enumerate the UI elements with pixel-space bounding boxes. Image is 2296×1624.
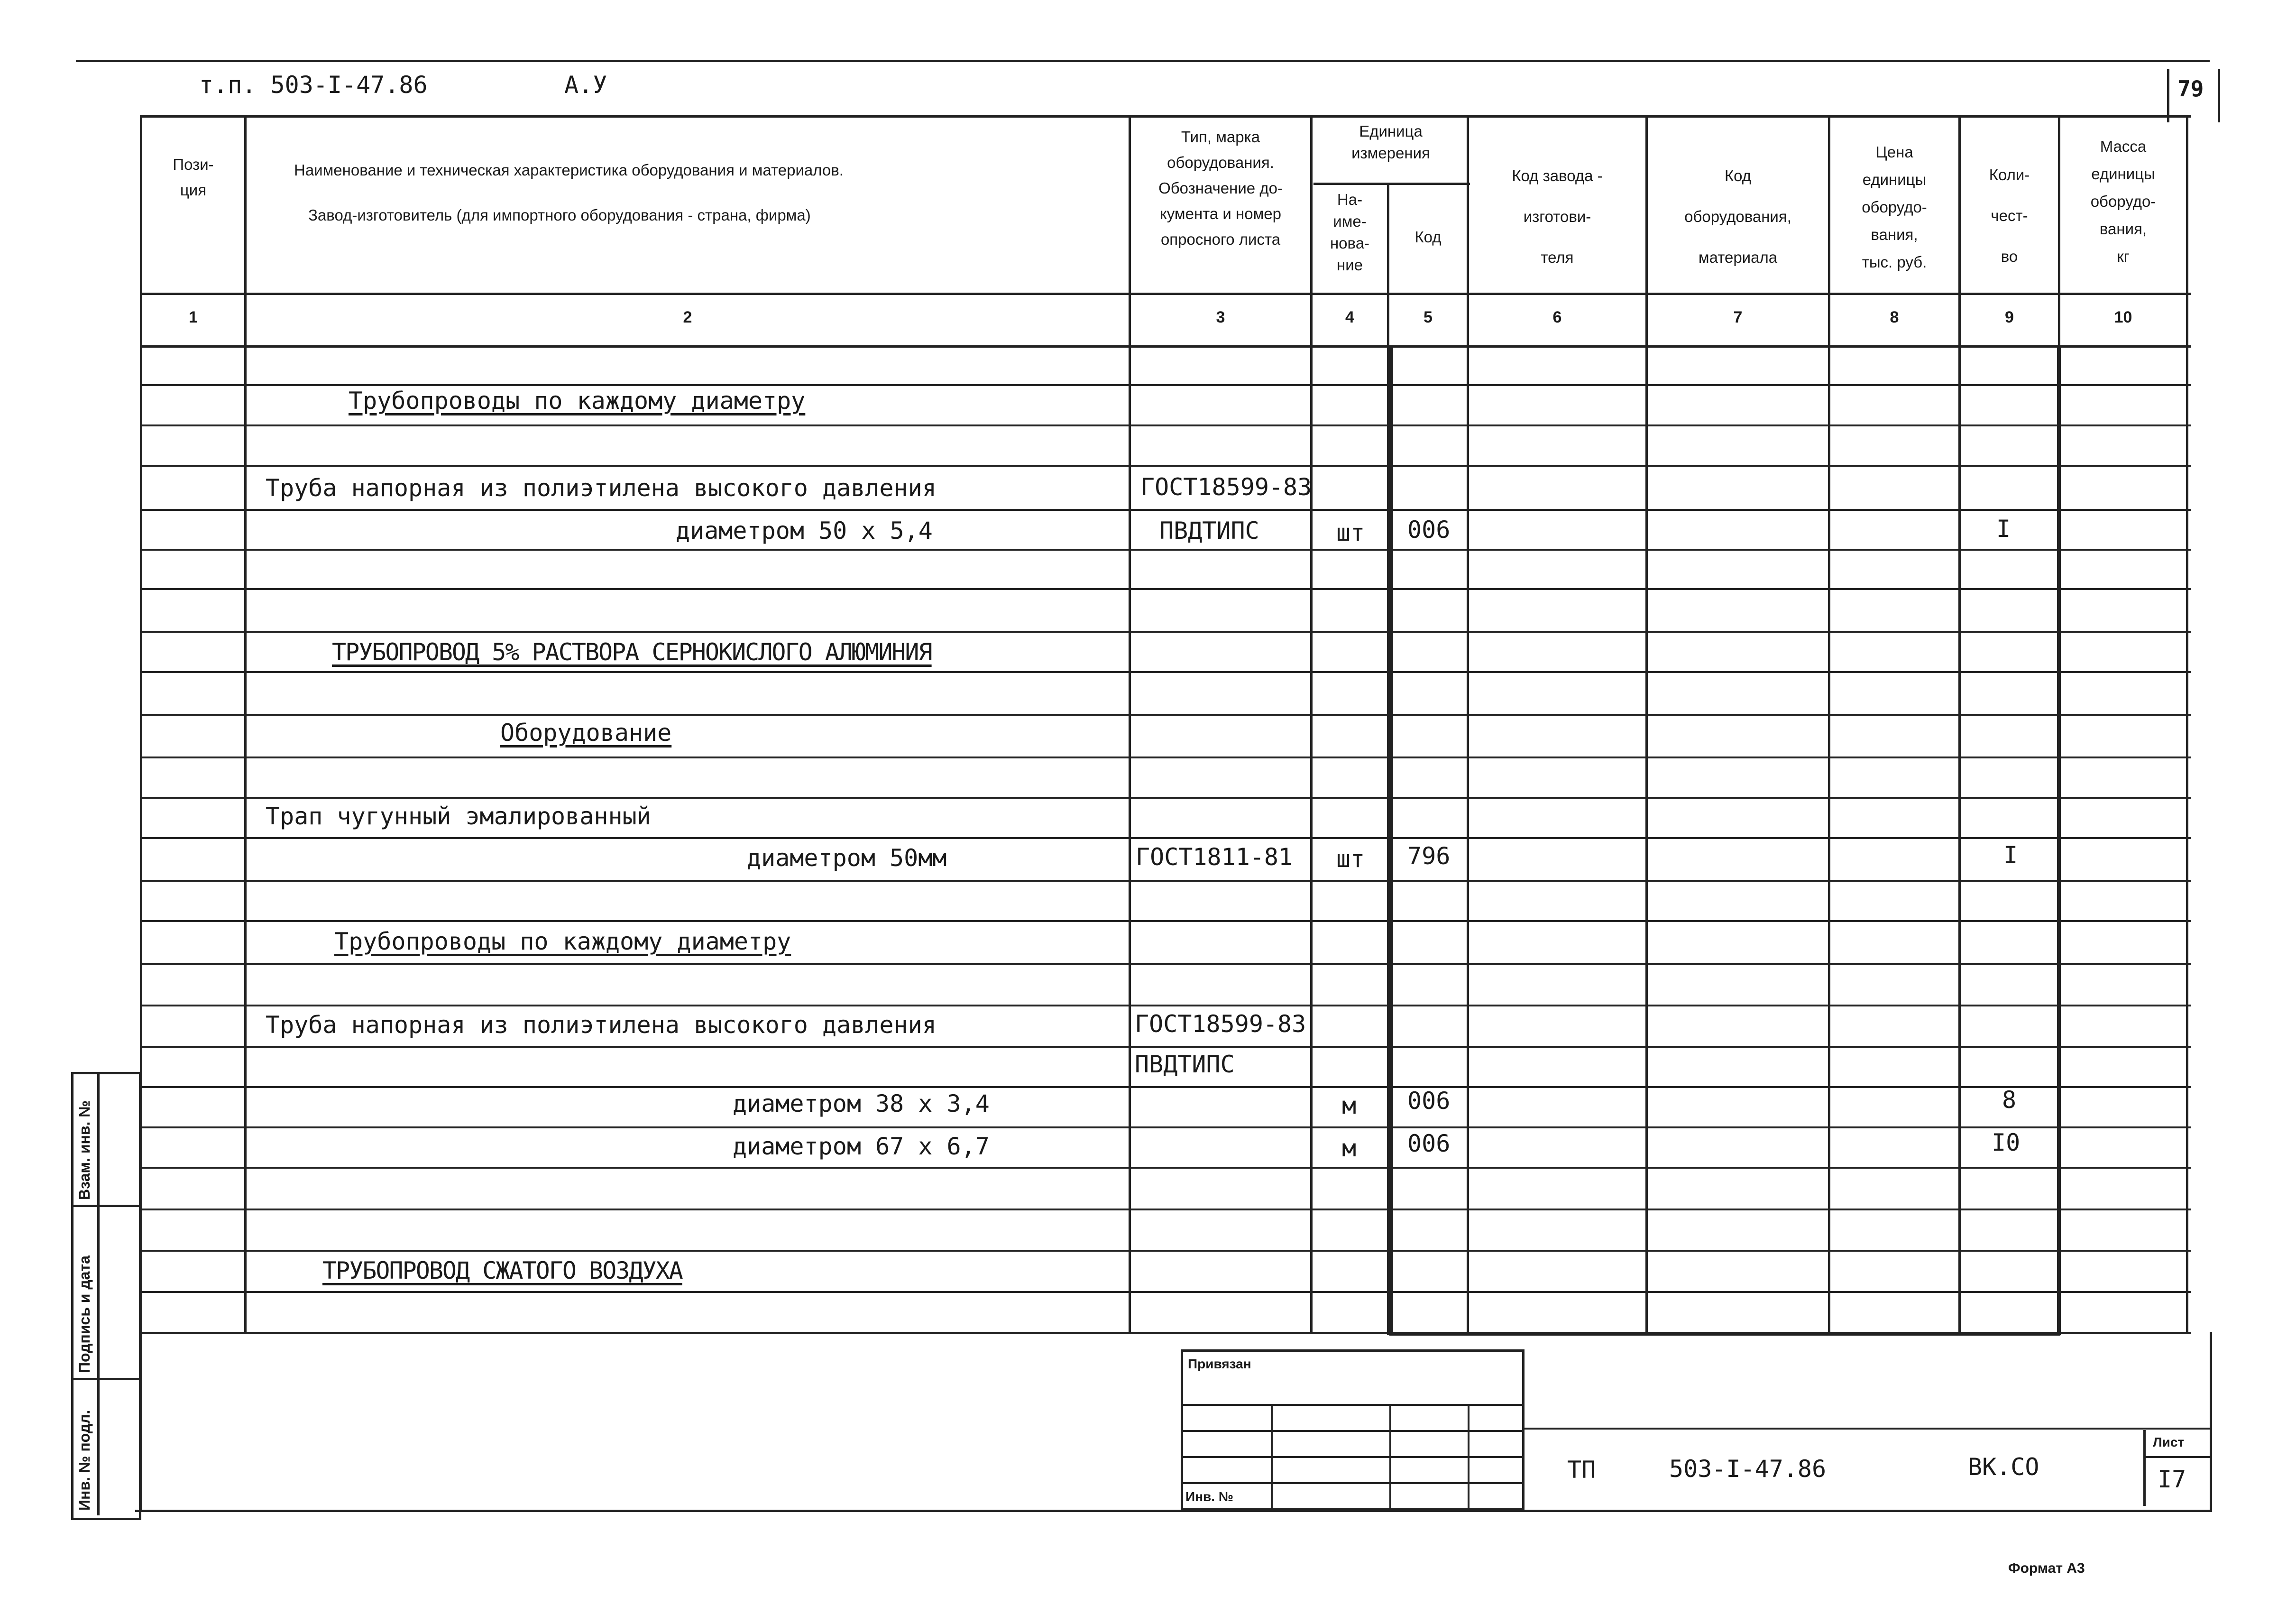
album-code: А.У (564, 71, 607, 99)
hdr-name-line2: Завод-изготовитель (для импортного оборудования - страна, фирма) (308, 206, 811, 224)
binding-row (1181, 1404, 1522, 1406)
item-name: диаметром 50 х 5,4 (676, 517, 933, 544)
binding-row (1181, 1430, 1522, 1432)
doc-mark: ВК.СО (1968, 1453, 2039, 1481)
list-number: I7 (2158, 1466, 2186, 1493)
row-line (140, 797, 2191, 799)
row-line (140, 837, 2191, 839)
colnum-bottom-border (140, 345, 2191, 348)
item-name: Труба напорная из полиэтилена высокого давления (266, 474, 937, 502)
item-unit: шт (1336, 519, 1365, 546)
item-doc: ПВДТИПС (1135, 1051, 1235, 1078)
row-line (140, 1209, 2191, 1210)
colnum-3: 3 (1216, 308, 1225, 326)
item-quantity: 8 (2002, 1086, 2017, 1114)
item-doc: ГОСТ18599-83 (1140, 473, 1312, 501)
hdr-name-line1: Наименование и техническая характеристика оборудования и материалов. (294, 161, 844, 179)
section-heading: ТРУБОПРОВОД 5% РАСТВОРА СЕРНОКИСЛОГО АЛЮМИНИЯ (332, 638, 932, 666)
row-line (140, 1291, 2191, 1293)
hdr-type: Тип, марка оборудования. Обозначение до- кумента и номер опросного листа (1158, 128, 1283, 248)
section-heading: Трубопроводы по каждому диаметру (334, 928, 791, 955)
binding-col (1468, 1405, 1469, 1508)
item-unit-code: 006 (1407, 516, 1451, 544)
colnum-6: 6 (1552, 308, 1562, 326)
col-line-2 (1129, 115, 1131, 1334)
format-label: Формат А3 (2008, 1560, 2085, 1576)
hdr-unit-code: Код (1414, 228, 1442, 246)
row-line (140, 920, 2191, 922)
row-line (140, 757, 2191, 758)
table-top-border (140, 115, 2191, 118)
hdr-quantity: Коли- чест- во (1989, 166, 2030, 265)
binding-label: Привязан (1188, 1356, 1251, 1371)
doc-number: 503-I-47.86 (1669, 1455, 1827, 1483)
row-line (140, 1332, 2191, 1334)
tp-label: ТП (1567, 1456, 1596, 1484)
col-line-6 (1645, 115, 1648, 1334)
hdr-equipment-code: Код оборудования, материала (1684, 167, 1791, 266)
row-line (140, 1250, 2191, 1252)
doc-ref: т.п. 503-I-47.86 (199, 71, 428, 99)
header-bottom-border (140, 293, 2191, 295)
top-rule (76, 60, 2210, 62)
page-number: 79 (2177, 76, 2204, 102)
item-unit-code: 006 (1407, 1130, 1451, 1157)
item-name: диаметром 38 х 3,4 (733, 1090, 990, 1117)
hdr-price: Цена единицы оборудо- вания, тыс. руб. (1862, 143, 1927, 271)
row-line (140, 631, 2191, 633)
binding-col (1271, 1405, 1273, 1508)
colnum-10: 10 (2114, 308, 2132, 326)
row-line (140, 465, 2191, 467)
row-line (140, 588, 2191, 590)
hdr-factory-code: Код завода - изготови- теля (1512, 167, 1603, 266)
row-line (140, 1167, 2191, 1169)
hdr-mass: Масса единицы оборудо- вания, кг (2090, 138, 2156, 265)
side-stamp-row (71, 1378, 140, 1380)
section-heading: Оборудование (500, 719, 672, 747)
side-podpis: Подпись и дата (76, 1255, 93, 1373)
colnum-1: 1 (189, 308, 198, 326)
binding-col (1389, 1405, 1391, 1508)
row-line (140, 714, 2191, 716)
side-stamp-row (71, 1205, 140, 1207)
col-line-1 (244, 115, 247, 1334)
row-line (140, 509, 2191, 511)
colnum-8: 8 (1890, 308, 1899, 326)
list-label: Лист (2153, 1435, 2185, 1449)
bold-col-right (2057, 346, 2061, 1335)
col-line-5 (1467, 115, 1469, 1334)
row-line (140, 549, 2191, 551)
row-line (140, 1046, 2191, 1048)
side-inv-podl: Инв. № подл. (76, 1410, 93, 1511)
unit-group-divider (1313, 183, 1470, 185)
bold-col-left (1389, 346, 1393, 1335)
item-doc: ГОСТ1811-81 (1136, 843, 1293, 871)
row-line (140, 1126, 2191, 1128)
item-quantity: I (1996, 515, 2011, 543)
title-block-top (1522, 1428, 2212, 1430)
row-line (140, 424, 2191, 426)
list-box-divider (2143, 1456, 2212, 1458)
item-quantity: I0 (1992, 1129, 2020, 1156)
col-line-7 (1828, 115, 1830, 1334)
item-doc: ГОСТ18599-83 (1135, 1010, 1306, 1038)
row-line (140, 1005, 2191, 1006)
colnum-2: 2 (683, 308, 692, 326)
col-line-10 (2186, 115, 2188, 1334)
bottom-border (135, 1510, 2212, 1512)
inv-no-label: Инв. № (1185, 1489, 1234, 1504)
item-name: Трап чугунный эмалированный (266, 803, 651, 830)
item-unit-code: 006 (1407, 1087, 1451, 1115)
colnum-7: 7 (1733, 308, 1743, 326)
item-quantity: I (2003, 841, 2018, 869)
hdr-unit-group: Единица измерения (1351, 122, 1430, 162)
colnum-5: 5 (1424, 308, 1433, 326)
row-line (140, 963, 2191, 965)
colnum-4: 4 (1345, 308, 1354, 326)
hdr-position: Пози- ция (173, 156, 214, 199)
colnum-9: 9 (2005, 308, 2014, 326)
item-unit: м (1342, 1092, 1357, 1119)
item-unit: м (1342, 1135, 1357, 1162)
row-line (140, 1086, 2191, 1088)
section-heading: ТРУБОПРОВОД СЖАТОГО ВОЗДУХА (322, 1257, 682, 1284)
item-name: диаметром 50мм (747, 844, 947, 872)
section-heading: Трубопроводы по каждому диаметру (349, 387, 806, 415)
binding-row (1181, 1456, 1522, 1458)
side-stamp-divider (97, 1072, 100, 1515)
item-unit-code: 796 (1407, 842, 1451, 870)
item-doc: ПВДТИПС (1159, 517, 1259, 544)
item-unit: шт (1336, 845, 1365, 873)
col-line-3 (1310, 115, 1313, 1334)
hdr-unit-name: На- име- нова- ние (1330, 191, 1370, 274)
binding-row (1181, 1482, 1522, 1484)
col-line-8 (1958, 115, 1961, 1334)
item-name: диаметром 67 х 6,7 (733, 1133, 990, 1160)
item-name: Труба напорная из полиэтилена высокого давления (266, 1011, 937, 1039)
side-vzam: Взам. инв. № (76, 1100, 93, 1200)
row-line (140, 880, 2191, 882)
row-line (140, 384, 2191, 386)
row-line (140, 671, 2191, 673)
